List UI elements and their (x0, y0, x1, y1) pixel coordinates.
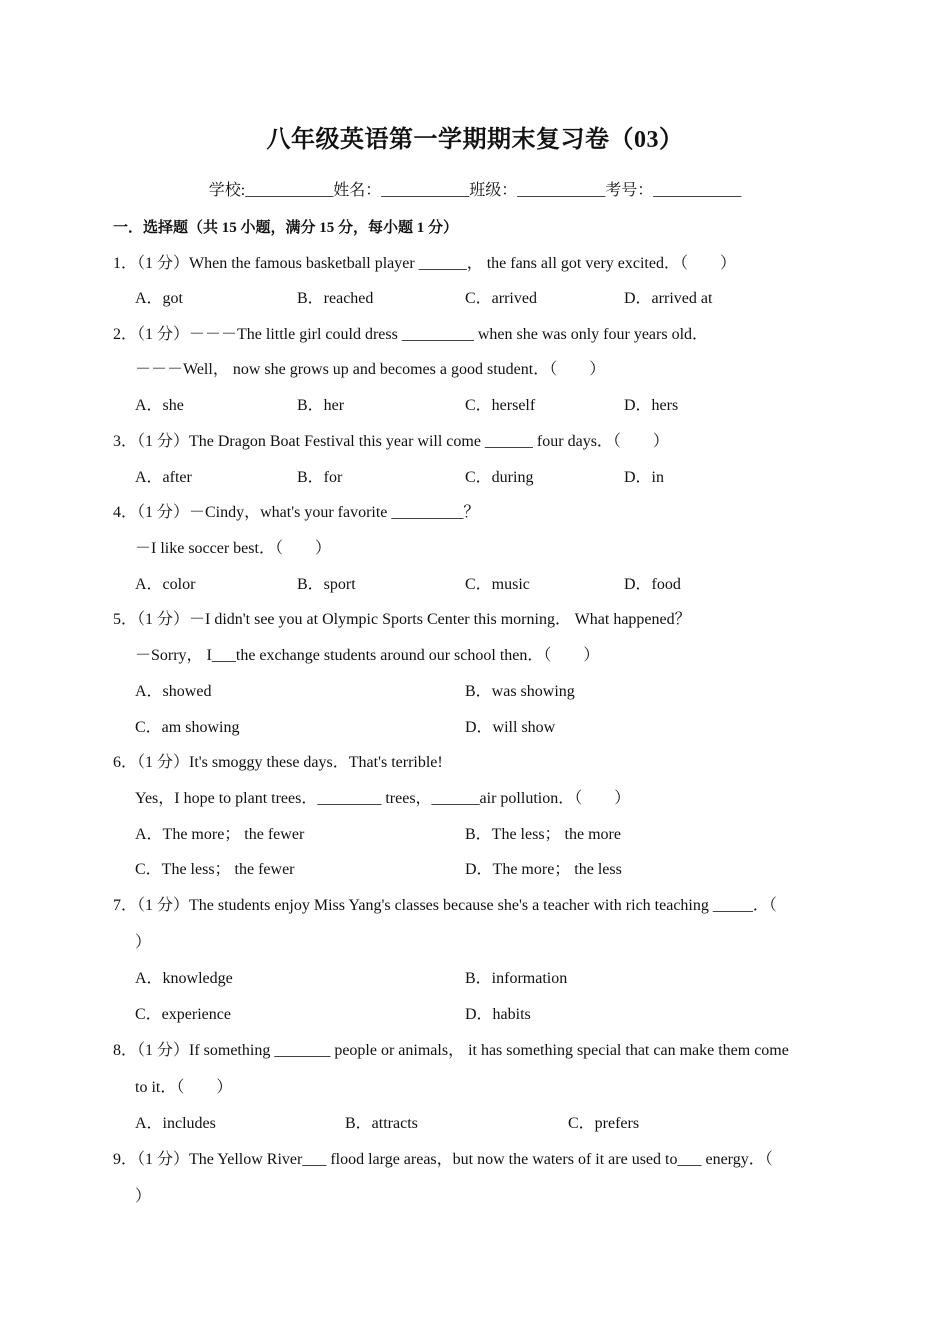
question-6-option-d: D．The more； the less (465, 861, 622, 878)
question-3-option-b: B．for (297, 469, 343, 486)
question-2-option-d: D．hers (624, 397, 679, 414)
question-1-option-b: B．reached (297, 290, 374, 307)
question-2-option-c: C．herself (465, 397, 536, 414)
question-3-option-a: A．after (135, 469, 192, 486)
question-9-stem: 9．（1 分）The Yellow River___ flood large areas，but now the waters of it are used to___ energy．（ (113, 1151, 773, 1168)
question-2-option-a: A．she (135, 397, 184, 414)
question-7-option-c: C．experience (135, 1006, 231, 1023)
question-5-option-d: D．will show (465, 719, 556, 736)
question-4-stem: 4．（1 分）－Cindy，what's your favorite _________？ (113, 504, 480, 521)
question-6-option-a: A．The more； the fewer (135, 826, 305, 843)
question-7-option-a: A．knowledge (135, 970, 233, 987)
question-6-stem: 6．（1 分）It's smoggy these days．That's terrible! (113, 754, 443, 771)
question-4-option-a: A．color (135, 576, 196, 593)
question-2-stem: 2．（1 分）－－－The little girl could dress _________ when she was only four years old． (113, 326, 709, 343)
question-4-option-d: D．food (624, 576, 681, 593)
question-8-option-b: B．attracts (345, 1115, 418, 1132)
question-3-stem: 3．（1 分）The Dragon Boat Festival this year will come ______ four days．（ ） (113, 433, 669, 450)
question-8-option-c: C．prefers (568, 1115, 640, 1132)
question-5-option-a: A．showed (135, 683, 212, 700)
question-4-option-b: B．sport (297, 576, 356, 593)
question-7-option-d: D．habits (465, 1006, 531, 1023)
question-5-option-c: C．am showing (135, 719, 240, 736)
question-8-continuation: to it．（ ） (135, 1079, 233, 1096)
question-5-continuation: －Sorry， I___the exchange students around our school then．（ ） (135, 647, 600, 664)
question-5-stem: 5．（1 分）－I didn't see you at Olympic Sports Center this morning． What happened？ (113, 611, 691, 628)
section-heading: 一．选择题（共 15 小题，满分 15 分，每小题 1 分） (113, 220, 459, 236)
question-7-stem: 7．（1 分）The students enjoy Miss Yang's classes because she's a teacher with rich teaching _____．（ (113, 897, 777, 914)
question-4-continuation: －I like soccer best．（ ） (135, 540, 331, 557)
question-8-option-a: A．includes (135, 1115, 216, 1132)
question-3-option-d: D．in (624, 469, 665, 486)
question-3-option-c: C．during (465, 469, 534, 486)
question-1-stem: 1．（1 分）When the famous basketball player ______， the fans all got very excited．（ ） (113, 255, 736, 272)
question-5-option-b: B．was showing (465, 683, 575, 700)
question-6-option-b: B．The less； the more (465, 826, 621, 843)
question-2-continuation: －－－Well， now she grows up and becomes a good student．（ ） (135, 361, 606, 378)
question-1-option-d: D．arrived at (624, 290, 713, 307)
question-9-continuation: ） (135, 1188, 152, 1205)
page-title: 八年级英语第一学期期末复习卷（03） (266, 127, 684, 153)
question-8-stem: 8．（1 分）If something _______ people or animals， it has something special that can make them come (113, 1042, 789, 1059)
student-info-line: 学校:___________姓名：___________班级：___________考号：___________ (208, 182, 742, 199)
question-7-option-b: B．information (465, 970, 568, 987)
question-1-option-a: A．got (135, 290, 184, 307)
question-6-continuation: Yes，I hope to plant trees．________ trees，______air pollution．（ ） (135, 790, 631, 807)
question-1-option-c: C．arrived (465, 290, 537, 307)
question-6-option-c: C．The less； the fewer (135, 861, 295, 878)
question-4-option-c: C．music (465, 576, 530, 593)
question-2-option-b: B．her (297, 397, 345, 414)
question-7-continuation: ） (135, 934, 152, 951)
